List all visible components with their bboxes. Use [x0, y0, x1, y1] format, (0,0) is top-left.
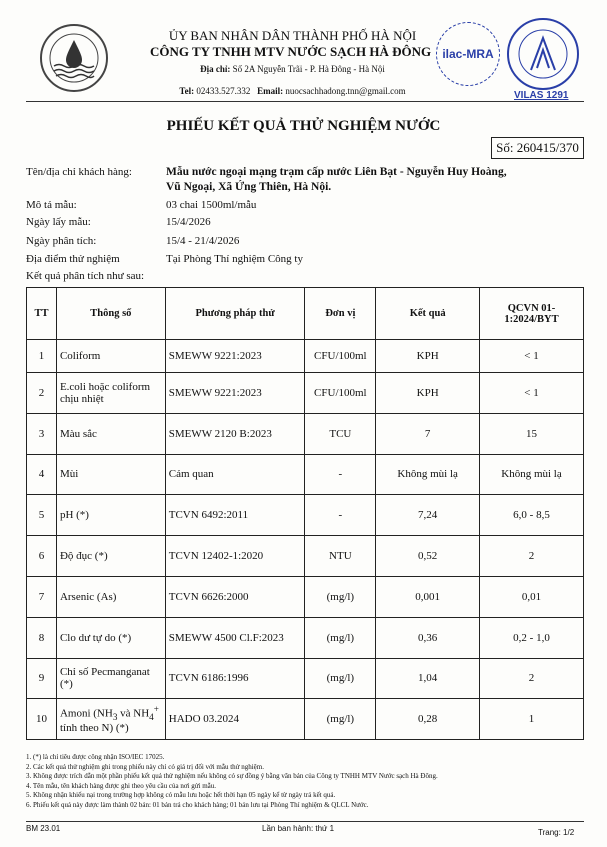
cell-tt: 3: [27, 413, 57, 454]
header-result: Kết quả: [376, 288, 480, 340]
cell-method: TCVN 6626:2000: [165, 576, 305, 617]
cell-result: KPH: [376, 373, 480, 414]
sample-desc-label: Mô tả mẫu:: [26, 199, 77, 211]
cell-result: 7,24: [376, 495, 480, 536]
cell-unit: -: [305, 495, 376, 536]
cell-standard: < 1: [480, 373, 584, 414]
cell-tt: 9: [27, 658, 57, 699]
cell-unit: (mg/l): [305, 699, 376, 740]
cell-unit: -: [305, 454, 376, 495]
cell-result: 0,001: [376, 576, 480, 617]
customer-value-line2: Vũ Ngoại, Xã Ứng Thiên, Hà Nội.: [166, 181, 332, 193]
vilas-accreditation-logo: [507, 18, 579, 90]
cell-tt: 5: [27, 495, 57, 536]
company-contact: Tel: 02433.527.332 Email: nuocsachhadong.tnn@gmail.com: [179, 86, 406, 96]
note: 2. Các kết quả thử nghiệm ghi trong phiếu này chỉ có giá trị đối với mẫu thử nghiệm.: [26, 762, 264, 771]
cell-standard: 6,0 - 8,5: [480, 495, 584, 536]
cell-parameter: Amoni ($NH_3$ và $NH_4^+$ tính theo N) (*): [56, 699, 165, 740]
test-location-value: Tại Phòng Thí nghiệm Công ty: [166, 253, 303, 265]
cell-tt: 4: [27, 454, 57, 495]
cell-result: Không mùi lạ: [376, 454, 480, 495]
cell-result: 7: [376, 413, 480, 454]
cell-result: 0,52: [376, 536, 480, 577]
customer-label: Tên/địa chỉ khách hàng:: [26, 166, 132, 178]
cell-parameter: pH (*): [56, 495, 165, 536]
table-header-row: [27, 288, 584, 340]
test-location-label: Địa điểm thử nghiệm: [26, 253, 120, 265]
note: 4. Tên mẫu, tên khách hàng được ghi theo yêu cầu của nơi gửi mẫu.: [26, 781, 217, 790]
cell-standard: 0,01: [480, 576, 584, 617]
header-standard: QCVN 01-1:2024/BYT: [480, 288, 584, 340]
cell-tt: 1: [27, 340, 57, 373]
cell-method: TCVN 6186:1996: [165, 658, 305, 699]
results-intro: Kết quả phân tích như sau:: [26, 270, 145, 282]
cell-parameter: Chỉ số Pecmanganat (*): [56, 658, 165, 699]
cell-standard: 0,2 - 1,0: [480, 617, 584, 658]
cell-standard: Không mùi lạ: [480, 454, 584, 495]
cell-parameter: Clo dư tự do (*): [56, 617, 165, 658]
cell-tt: 8: [27, 617, 57, 658]
cell-standard: 15: [480, 413, 584, 454]
cell-standard: < 1: [480, 340, 584, 373]
cell-method: SMEWW 9221:2023: [165, 373, 305, 414]
cell-parameter: Coliform: [56, 340, 165, 373]
cell-unit: CFU/100ml: [305, 340, 376, 373]
cell-unit: (mg/l): [305, 617, 376, 658]
issue-number: Lần ban hành: thứ 1: [262, 824, 335, 833]
cell-standard: 1: [480, 699, 584, 740]
cell-standard: 2: [480, 536, 584, 577]
document-title: PHIẾU KẾT QUẢ THỬ NGHIỆM NƯỚC: [166, 118, 441, 134]
note: 5. Không nhận khiếu nại trong trường hợp không có mẫu lưu hoặc hết thời hạn 05 ngày kể từ ngày trả kết quả.: [26, 791, 336, 800]
cell-method: TCVN 12402-1:2020: [165, 536, 305, 577]
table-row: [27, 658, 584, 699]
customer-value: Mẫu nước ngoại mạng trạm cấp nước Liên Bạt - Nguyễn Huy Hoàng,: [166, 166, 507, 178]
cell-method: SMEWW 2120 B:2023: [165, 413, 305, 454]
table-row: [27, 699, 584, 740]
sampling-date-label: Ngày lấy mẫu:: [26, 216, 91, 228]
footer-divider: [26, 821, 584, 822]
form-code: BM 23.01: [26, 824, 61, 833]
cell-unit: NTU: [305, 536, 376, 577]
header-parameter: Thông số: [56, 288, 165, 340]
cell-parameter: Arsenic (As): [56, 576, 165, 617]
note: 1. (*) là chỉ tiêu được công nhận ISO/IEC 17025.: [26, 753, 165, 761]
notes: [26, 753, 438, 811]
cell-parameter: Màu sắc: [56, 413, 165, 454]
cell-tt: 10: [27, 699, 57, 740]
cell-method: SMEWW 9221:2023: [165, 340, 305, 373]
header-divider: [26, 101, 584, 102]
document-number: Số: 260415/370: [491, 137, 584, 159]
cell-method: SMEWW 4500 Cl.F:2023: [165, 617, 305, 658]
header-tt: TT: [27, 288, 57, 340]
table-row: [27, 536, 584, 577]
table-row: [27, 340, 584, 373]
analysis-date-label: Ngày phân tích:: [26, 235, 97, 247]
cell-tt: 6: [27, 536, 57, 577]
table-row: [27, 413, 584, 454]
results-table: [26, 287, 584, 740]
authority-name: ỦY BAN NHÂN DÂN THÀNH PHỐ HÀ NỘI: [168, 28, 417, 43]
cell-result: 0,36: [376, 617, 480, 658]
cell-method: TCVN 6492:2011: [165, 495, 305, 536]
header-unit: Đơn vị: [305, 288, 376, 340]
company-address: Địa chỉ: Số 2A Nguyễn Trãi - P. Hà Đông - Hà Nội: [200, 64, 385, 74]
note: 3. Không được trích dẫn một phần phiếu kết quả thử nghiệm nếu không có sự đồng ý bằng văn bản của Công ty TNHH MTV Nước sạch Hà Đông.: [26, 772, 438, 781]
cell-result: 1,04: [376, 658, 480, 699]
company-logo: [40, 24, 108, 92]
cell-unit: (mg/l): [305, 658, 376, 699]
cell-result: 0,28: [376, 699, 480, 740]
cell-parameter: E.coli hoặc coliform chịu nhiệt: [56, 373, 165, 414]
cell-method: HADO 03.2024: [165, 699, 305, 740]
cell-method: Cảm quan: [165, 454, 305, 495]
table-row: [27, 617, 584, 658]
cell-unit: TCU: [305, 413, 376, 454]
cell-parameter: Mùi: [56, 454, 165, 495]
cell-tt: 2: [27, 373, 57, 414]
company-name: CÔNG TY TNHH MTV NƯỚC SẠCH HÀ ĐÔNG: [150, 44, 432, 59]
cell-parameter: Độ đục (*): [56, 536, 165, 577]
vilas-number: VILAS 1291: [514, 90, 569, 101]
table-row: [27, 495, 584, 536]
cell-tt: 7: [27, 576, 57, 617]
table-row: [27, 576, 584, 617]
cell-unit: CFU/100ml: [305, 373, 376, 414]
table-row: [27, 454, 584, 495]
cell-standard: 2: [480, 658, 584, 699]
header-method: Phương pháp thử: [165, 288, 305, 340]
sampling-date-value: 15/4/2026: [166, 216, 211, 228]
sample-desc-value: 03 chai 1500ml/mẫu: [166, 199, 257, 211]
page-number: Trang: 1/2: [538, 828, 575, 837]
cell-unit: (mg/l): [305, 576, 376, 617]
note: 6. Phiếu kết quả này được làm thành 02 bản: 01 bản trả cho khách hàng; 01 bản lưu tại Phòng Thí nghiệm & QLCL Nước.: [26, 800, 369, 809]
ilac-mra-logo: ilac-MRA: [436, 22, 500, 86]
analysis-date-value: 15/4 - 21/4/2026: [166, 235, 240, 247]
cell-result: KPH: [376, 340, 480, 373]
table-row: [27, 373, 584, 414]
